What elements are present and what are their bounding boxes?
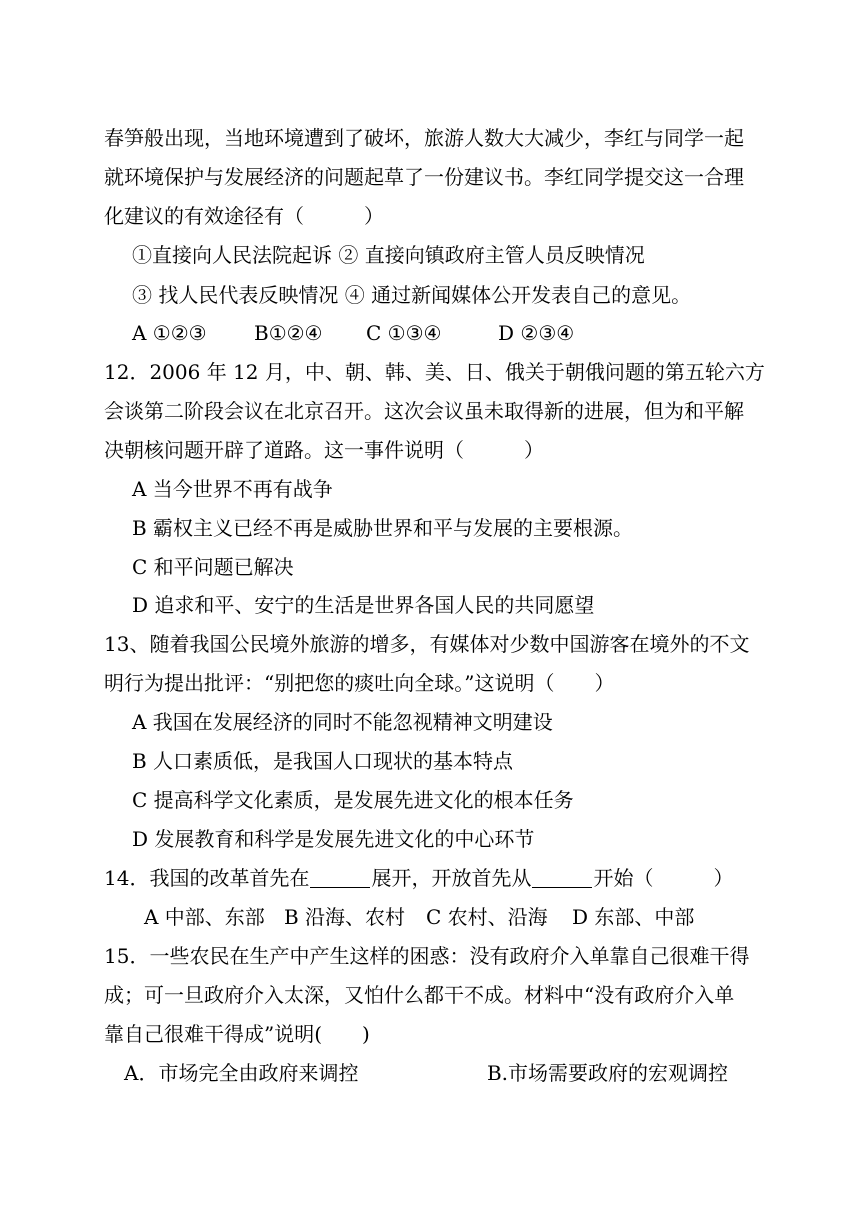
q14-stem-part-2: 展开，开放首先从 xyxy=(371,866,532,890)
q11-option-c: C ①③④ xyxy=(366,321,442,345)
q15-option-a: A．市场完全由政府来调控 xyxy=(124,1061,359,1085)
q12-option-d: D 追求和平、安宁的生活是世界各国人民的共同愿望 xyxy=(132,593,595,617)
q13-option-b: B 人口素质低，是我国人口现状的基本特点 xyxy=(132,749,514,773)
q11-option-d: D ②③④ xyxy=(498,321,575,345)
q15-options xyxy=(124,1060,728,1086)
q14-stem xyxy=(104,865,734,891)
q14-option-d: D 东部、中部 xyxy=(572,905,695,929)
q14-blank-2 xyxy=(532,867,592,888)
q11-options xyxy=(132,320,592,346)
q11-line-2: 就环境保护与发展经济的问题起草了一份建议书。李红同学提交这一合理 xyxy=(104,165,744,189)
q12-option-a: A 当今世界不再有战争 xyxy=(132,477,333,501)
q14-option-a: A 中部、东部 xyxy=(144,905,265,929)
q13-option-d: D 发展教育和科学是发展先进文化的中心环节 xyxy=(132,827,535,851)
q11-option-a: A ①②③ xyxy=(132,321,207,345)
q14-stem-part-1: 14．我国的改革首先在 xyxy=(104,866,310,890)
q14-option-b: B 沿海、农村 xyxy=(284,905,406,929)
q12-line-2: 会谈第二阶段会议在北京召开。这次会议虽未取得新的进展，但为和平解 xyxy=(104,399,744,423)
q12-option-b: B 霸权主义已经不再是威胁世界和平与发展的主要根源。 xyxy=(132,516,634,540)
q11-line-3: 化建议的有效途径有（ ） xyxy=(104,204,384,228)
q15-line-1: 15．一些农民在生产中产生这样的困惑：没有政府介入单靠自己很难干得 xyxy=(104,944,750,968)
q15-option-b: B.市场需要政府的宏观调控 xyxy=(486,1061,728,1085)
q13-line-2: 明行为提出批评：“别把您的痰吐向全球。”这说明（ ） xyxy=(104,671,615,695)
q12-line-3: 决朝核问题开辟了道路。这一事件说明（ ） xyxy=(104,438,544,462)
q13-option-c: C 提高科学文化素质，是发展先进文化的根本任务 xyxy=(132,788,574,812)
q15-line-2: 成；可一旦政府介入太深，又怕什么都干不成。材料中“没有政府介入单 xyxy=(104,983,735,1007)
q14-stem-part-3: 开始（ ） xyxy=(593,866,734,890)
q11-items-line-2: ③ 找人民代表反映情况 ④ 通过新闻媒体公开发表自己的意见。 xyxy=(132,283,692,307)
q15-line-3: 靠自己很难干得成”说明( ) xyxy=(104,1022,370,1046)
q14-blank-1 xyxy=(310,867,370,888)
q13-option-a: A 我国在发展经济的同时不能忽视精神文明建设 xyxy=(132,710,553,734)
q11-items-line-1: ①直接向人民法院起诉 ② 直接向镇政府主管人员反映情况 xyxy=(132,243,645,267)
q12-line-1: 12．2006 年 12 月，中、朝、韩、美、日、俄关于朝俄问题的第五轮六方 xyxy=(104,360,765,384)
q14-options xyxy=(144,904,724,930)
q12-option-c: C 和平问题已解决 xyxy=(132,555,294,579)
q11-line-1: 春笋般出现，当地环境遭到了破坏，旅游人数大大减少，李红与同学一起 xyxy=(104,126,744,150)
q14-option-c: C 农村、沿海 xyxy=(426,905,548,929)
q11-option-b: B①②④ xyxy=(254,321,323,345)
q13-line-1: 13、随着我国公民境外旅游的增多，有媒体对少数中国游客在境外的不文 xyxy=(104,632,750,656)
